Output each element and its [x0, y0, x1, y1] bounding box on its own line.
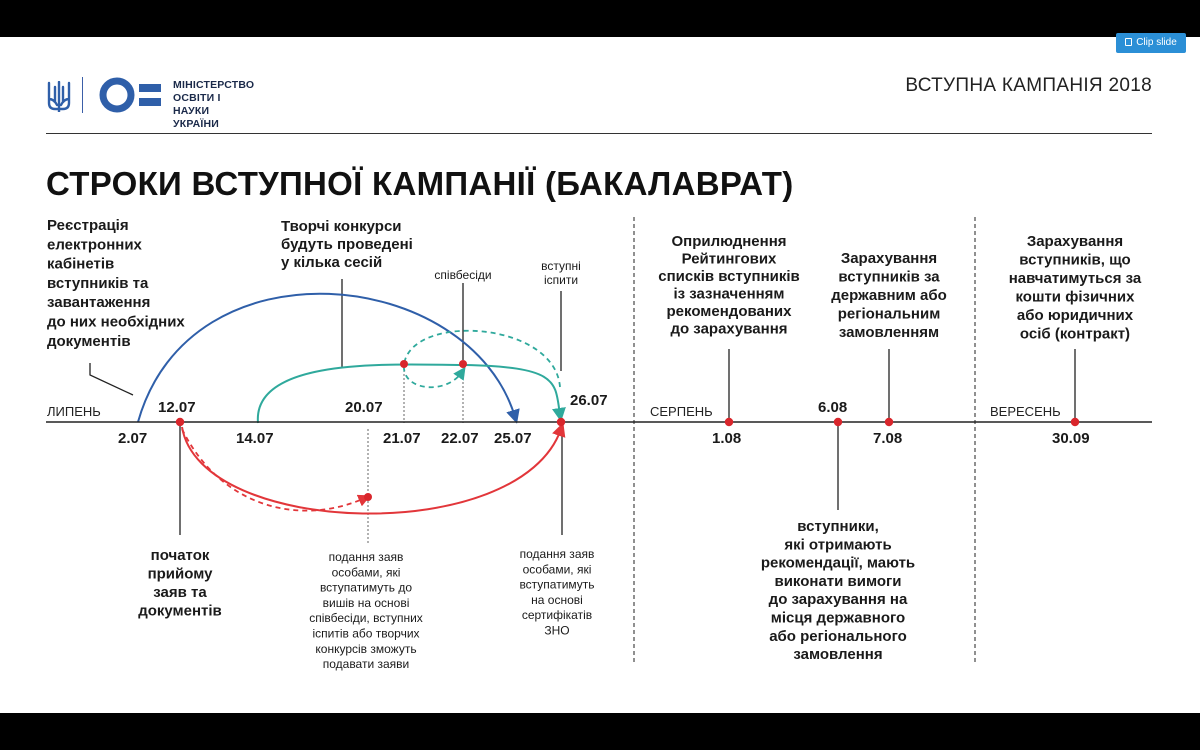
month-july: ЛИПЕНЬ	[47, 404, 101, 419]
label-line: або юридичних	[1016, 307, 1134, 324]
dot-1207	[176, 418, 184, 426]
date-label: 21.07	[383, 430, 421, 447]
label-contract-enrollment	[1009, 233, 1142, 343]
leader-registration	[90, 363, 133, 395]
date-label: 2.07	[118, 430, 148, 447]
label-line: документів	[47, 332, 131, 350]
timeline-dots	[176, 360, 1079, 501]
label-line: Творчі конкурси	[281, 218, 402, 235]
month-labels	[47, 404, 1061, 419]
label-line: вишів на основі	[322, 595, 410, 610]
label-line: державним або	[831, 287, 947, 304]
dot-interviews	[459, 360, 467, 368]
date-label: 22.07	[441, 430, 479, 447]
date-label: 1.08	[712, 430, 742, 447]
label-line: особами, які	[522, 562, 592, 577]
label-publication	[658, 233, 800, 338]
text-blocks	[47, 217, 1142, 671]
month-august: СЕРПЕНЬ	[650, 404, 713, 419]
label-interviews	[434, 268, 491, 282]
label-line: початок	[150, 547, 210, 564]
label-line: замовлення	[793, 646, 883, 664]
campaign-title: ВСТУПНА КАМПАНІЯ 2018	[905, 75, 1152, 96]
date-label: 12.07	[158, 399, 196, 416]
dot-apps-exams	[364, 493, 372, 501]
label-registration	[47, 217, 185, 350]
dot-2607	[557, 418, 565, 426]
clip-icon	[1125, 38, 1132, 46]
label-line: рекомендованих	[666, 303, 792, 320]
label-line: будуть проведені	[281, 236, 413, 253]
slide	[0, 37, 1200, 713]
label-apps-zno	[519, 547, 594, 638]
label-line: вступників та	[47, 274, 149, 292]
label-line: співбесіди, вступних	[309, 611, 423, 626]
label-requirements	[761, 518, 915, 663]
label-line: вступатимуть до	[319, 580, 413, 595]
label-line: сертифікатів	[521, 608, 593, 623]
month-september: ВЕРЕСЕНЬ	[990, 404, 1061, 419]
ministry-line: ОСВІТИ І НАУКИ	[173, 92, 221, 117]
label-line: із зазначенням	[673, 285, 785, 303]
label-line: подавати заяви	[322, 657, 410, 672]
label-line: на основі	[531, 592, 583, 607]
label-line: Зарахування	[1026, 233, 1124, 250]
label-line: навчатимуться за	[1008, 270, 1142, 287]
label-line: регіональним	[837, 305, 941, 323]
label-line: вступники,	[797, 518, 879, 535]
date-label: 6.08	[818, 399, 848, 416]
date-label: 20.07	[345, 399, 383, 416]
label-line: списків вступників	[658, 268, 800, 285]
label-line: осіб (контракт)	[1019, 325, 1131, 343]
label-line: кабінетів	[47, 255, 115, 273]
label-line: вступників за	[838, 268, 940, 286]
date-label: 30.09	[1052, 430, 1090, 447]
dot-3009	[1071, 418, 1079, 426]
ministry-line: УКРАЇНИ	[173, 118, 220, 130]
label-line: особами, які	[331, 565, 401, 580]
page-title: СТРОКИ ВСТУПНОЇ КАМПАНІЇ (БАКАЛАВРАТ)	[46, 165, 794, 202]
label-line: кошти фізичних	[1015, 288, 1135, 306]
label-line: заяв та	[153, 584, 207, 601]
timeline-diagram	[0, 37, 1200, 713]
label-state-enrollment	[831, 250, 947, 341]
label-line: подання заяв	[519, 547, 595, 561]
label-line: ЗНО	[544, 623, 570, 638]
dot-0608	[834, 418, 842, 426]
ministry-line: МІНІСТЕРСТВО	[173, 79, 255, 91]
label-apps-exams	[309, 550, 423, 671]
dot-0708	[885, 418, 893, 426]
label-line: у кілька сесій	[281, 254, 383, 271]
label-start-acceptance	[138, 547, 222, 620]
label-line: до зарахування	[670, 320, 788, 338]
label-line: іспити	[543, 273, 579, 287]
dot-creative	[400, 360, 408, 368]
label-line: до зарахування на	[768, 591, 908, 609]
label-line: вступні	[541, 259, 581, 273]
clip-slide-label: Clip slide	[1136, 37, 1177, 48]
label-line: іспитів або творчих	[312, 626, 420, 641]
label-line: рекомендації, мають	[760, 554, 916, 572]
label-line: вступатимуть	[519, 577, 595, 592]
clip-slide-button[interactable]	[1116, 33, 1186, 53]
label-line: документів	[138, 602, 222, 620]
label-line: співбесіди	[434, 268, 492, 282]
label-line: Оприлюднення	[671, 233, 787, 250]
dotted-guides	[368, 366, 463, 543]
date-label: 7.08	[873, 430, 903, 447]
label-line: прийому	[147, 565, 213, 583]
label-line: Зарахування	[840, 250, 938, 267]
label-line: які отримають	[784, 536, 892, 554]
label-line: до них необхідних	[47, 313, 185, 331]
label-creative	[281, 218, 413, 271]
date-label: 14.07	[236, 430, 274, 447]
label-line: електронних	[47, 236, 142, 254]
label-line: подання заяв	[328, 550, 404, 564]
date-label: 25.07	[494, 430, 532, 447]
label-exams	[541, 259, 581, 287]
label-line: Рейтингових	[681, 250, 777, 268]
label-line: замовленням	[838, 324, 940, 341]
label-line: конкурсів зможуть	[315, 641, 417, 656]
dot-0108	[725, 418, 733, 426]
label-line: або регіонального	[769, 627, 907, 645]
date-label: 26.07	[570, 392, 608, 409]
label-line: місця державного	[770, 609, 906, 627]
label-line: вступників, що	[1019, 251, 1131, 269]
label-line: виконати вимоги	[774, 572, 902, 590]
label-line: Реєстрація	[47, 217, 129, 234]
label-line: завантаження	[47, 294, 151, 312]
